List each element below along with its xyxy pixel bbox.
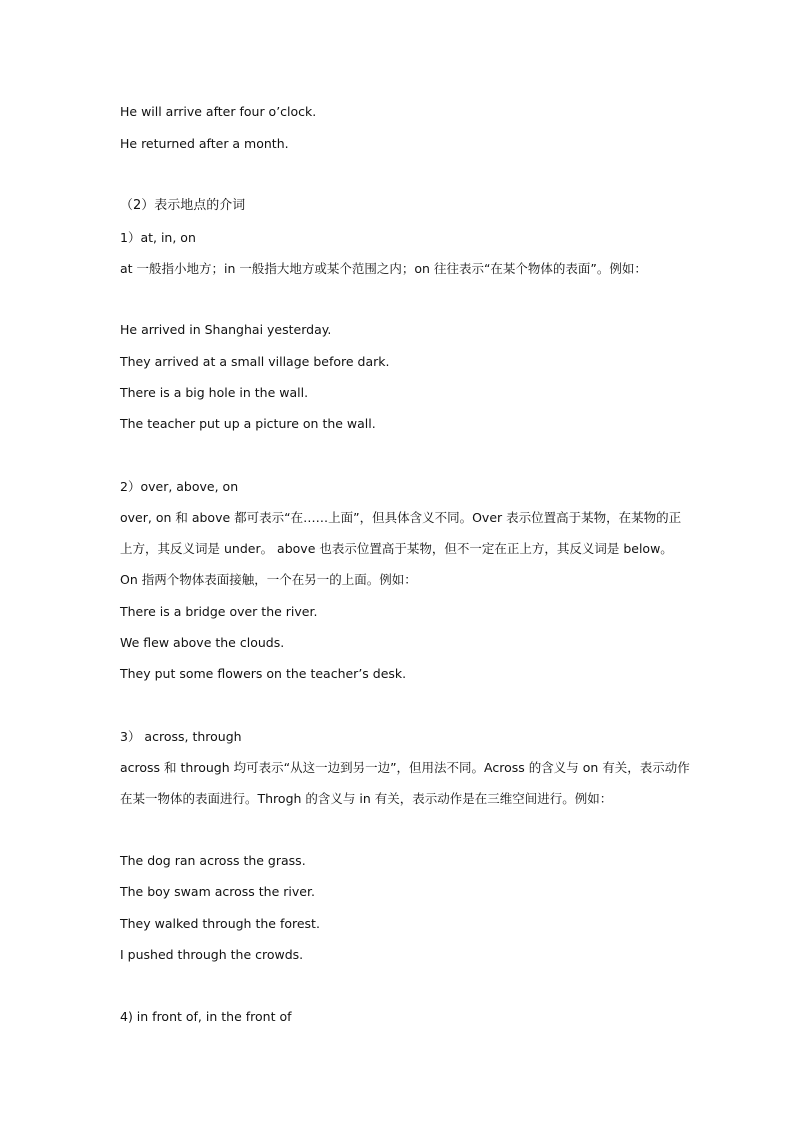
example-sentence: The dog ran across the grass. — [120, 853, 306, 868]
example-sentence: They arrived at a small village before dark. — [120, 354, 390, 369]
example-sentence: There is a big hole in the wall. — [120, 385, 309, 400]
example-sentence: We flew above the clouds. — [120, 635, 285, 650]
example-sentence: He arrived in Shanghai yesterday. — [120, 322, 332, 337]
example-sentence: He will arrive after four o’clock. — [120, 104, 317, 119]
explanation-paragraph: across 和 through 均可表示“从这一边到另一边”，但用法不同。Across 的含义与 on 有关，表示动作在某一物体的表面进行。Throgh 的含义与 in 有关，表示动作是在三维空间进行。例如： — [120, 760, 690, 806]
example-sentence: The boy swam across the river. — [120, 884, 315, 899]
subsection-heading: 2）over, above, on — [120, 479, 239, 494]
explanation-paragraph: at 一般指小地方；in 一般指大地方或某个范围之内；on 往往表示“在某个物体的表面”。例如： — [120, 261, 647, 276]
subsection-heading: 1）at, in, on — [120, 230, 196, 245]
example-sentence: The teacher put up a picture on the wall. — [120, 416, 376, 431]
subsection-heading: 4) in front of, in the front of — [120, 1009, 292, 1024]
section-heading: （2）表示地点的介词 — [120, 198, 246, 213]
example-sentence: They put some flowers on the teacher’s desk. — [120, 666, 407, 681]
explanation-paragraph: over, on 和 above 都可表示“在……上面”，但具体含义不同。Over 表示位置高于某物，在某物的正上方，其反义词是 under。 above 也表示位置高于某物，但不一定在正上方，其反义词是 below。On 指两个物体表面接触，一个在另一的上面。例如： — [120, 510, 682, 587]
example-sentence: There is a bridge over the river. — [120, 604, 318, 619]
example-sentence: He returned after a month. — [120, 136, 289, 151]
subsection-heading: 3） across, through — [120, 729, 242, 744]
example-sentence: I pushed through the crowds. — [120, 947, 304, 962]
example-sentence: They walked through the forest. — [120, 916, 320, 931]
